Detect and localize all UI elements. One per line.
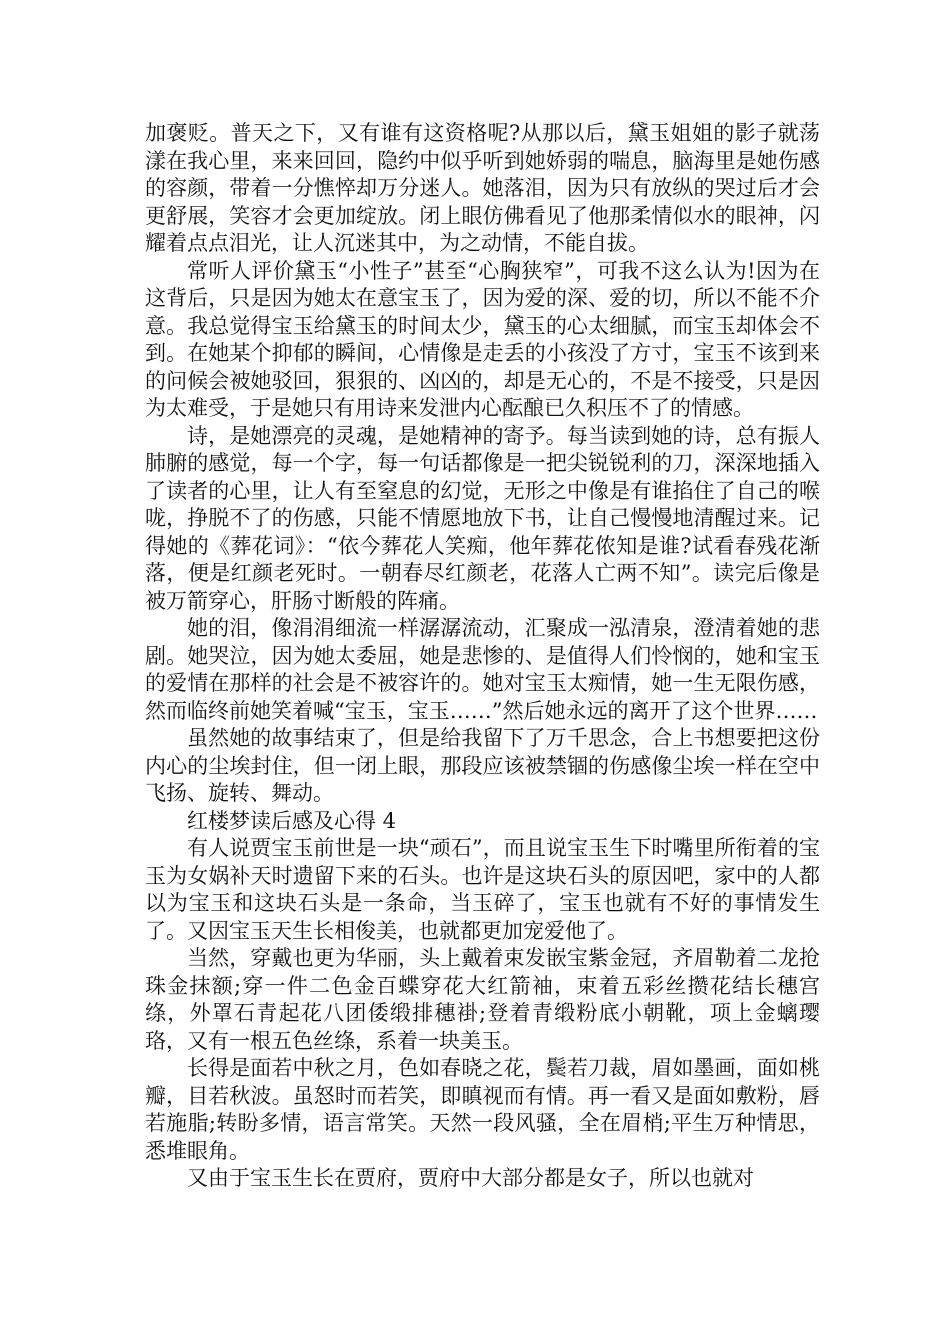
paragraph-3: 诗，是她漂亮的灵魂，是她精神的寄予。每当读到她的诗，总有振人肺腑的感觉，每一个字，每一句话都像是一把尖锐锐利的刀，深深地插入了读者的心里，让人有至窒息的幻觉，无形之中像是有谁掐住了自己的喉咙，挣脱不了的伤感，只能不情愿地放下书，让自己慢慢地清醒过来。记得她的《葬花词》：“依今葬花人笑痴，他年葬花侬知是谁?试看春残花渐落，便是红颜老死时。一朝春尽红颜老，花落人亡两不知”。读完后像是被万箭穿心，肝肠寸断般的阵痛。 (145, 423, 820, 613)
paragraph-9: 又由于宝玉生长在贾府，贾府中大部分都是女子，所以也就对 (187, 1166, 754, 1190)
paragraph-2: 常听人评价黛玉“小性子”甚至“心胸狭窄”，可我不这么认为!因为在这背后，只是因为她太在意宝玉了，因为爱的深、爱的切，所以不能不介意。我总觉得宝玉给黛玉的时间太少，黛玉的心太细腻，而宝玉却体会不到。在她某个抑郁的瞬间，心情像是走丢的小孩没了方寸，宝玉不该到来的问候会被她驳回，狠狠的、凶凶的，却是无心的，不是不接受，只是因为太难受，于是她只有用诗来发泄内心酝酿已久积压不了的情感。 (145, 258, 820, 420)
paragraph-8: 长得是面若中秋之月，色如春晓之花，鬓若刀裁，眉如墨画，面如桃瓣，目若秋波。虽怒时而若笑，即瞋视而有情。再一看又是面如敷粉，唇若施脂;转盼多情，语言常笑。天然一段风骚，全在眉梢;平生万种情思，悉堆眼角。 (145, 1056, 820, 1163)
section-heading: 红楼梦读后感及心得 4 (187, 808, 397, 833)
paragraph-7: 当然，穿戴也更为华丽，头上戴着束发嵌宝紫金冠，齐眉勒着二龙抢珠金抹额;穿一件二色金百蝶穿花大红箭袖，束着五彩丝攒花结长穗宫绦，外罩石青起花八团倭缎排穗褂;登着青缎粉底小朝靴，项上金螭璎珞，又有一根五色丝绦，系着一块美玉。 (145, 946, 820, 1053)
paragraph-4: 她的泪，像涓涓细流一样潺潺流动，汇聚成一泓清泉，澄清着她的悲剧。她哭泣，因为她太委屈，她是悲惨的、是值得人们怜悯的，她和宝玉的爱情在那样的社会是不被容许的。她对宝玉太痴情，她一生无限伤感，然而临终前她笑着喊“宝玉，宝玉……”然后她永远的离开了这个世界…… (145, 616, 820, 723)
paragraph-1: 加褒贬。普天之下，又有谁有这资格呢?从那以后，黛玉姐姐的影子就荡漾在我心里，来来回回，隐约中似乎听到她娇弱的喘息，脑海里是她伤感的容颜，带着一分憔悴却万分迷人。她落泪，因为只有放纵的哭过后才会更舒展，笑容才会更加绽放。闭上眼仿佛看见了他那柔情似水的眼神，闪耀着点点泪光，让人沉迷其中，为之动情，不能自拔。 (145, 121, 820, 255)
paragraph-5: 虽然她的故事结束了，但是给我留下了万千思念，合上书想要把这份内心的尘埃封住，但一闭上眼，那段应该被禁锢的伤感像尘埃一样在空中飞扬、旋转、舞动。 (145, 726, 820, 805)
paragraph-6: 有人说贾宝玉前世是一块“顽石”，而且说宝玉生下时嘴里所衔着的宝玉为女娲补天时遗留下来的石头。也许是这块石头的原因吧，家中的人都以为宝玉和这块石头是一条命，当玉碎了，宝玉也就有不好的事情发生了。又因宝玉天生长相俊美，也就都更加宠爱他了。 (145, 836, 820, 943)
document-page (145, 120, 820, 1193)
